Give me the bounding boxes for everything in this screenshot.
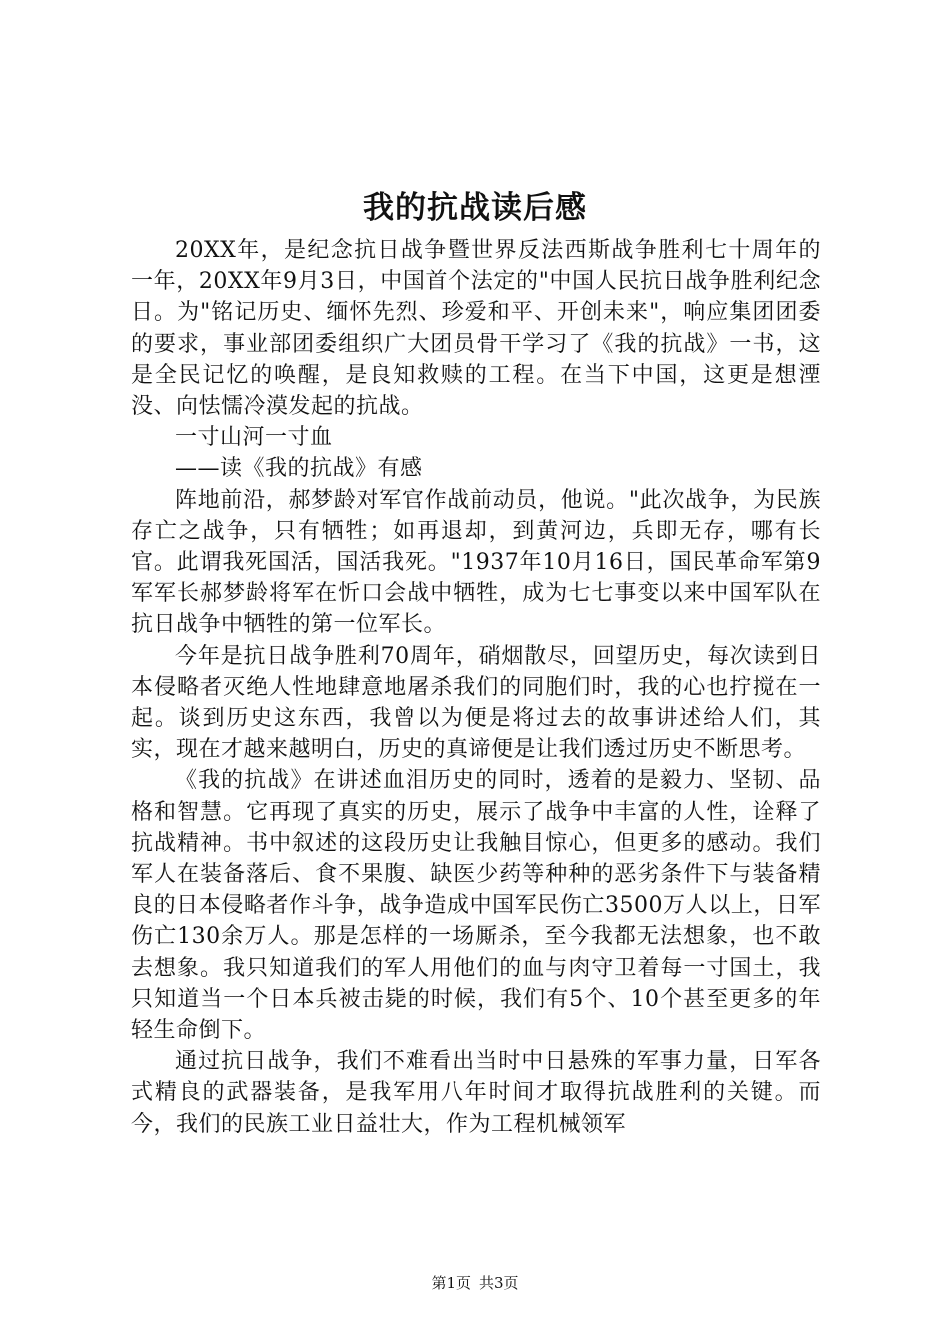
paragraph-intro: 20XX年，是纪念抗日战争暨世界反法西斯战争胜利七十周年的一年，20XX年9月3日，中国首个法定的"中国人民抗日战争胜利纪念日。为"铭记历史、缅怀先烈、珍爱和平、开创未来"，响应集团团委的要求，事业部团委组织广大团员骨干学习了《我的抗战》一书，这是全民记忆的唤醒，是良知救赎的工程。在当下中国，这更是想湮没、向怯懦冷漠发起的抗战。 [131,238,821,420]
document-body [131,235,821,1140]
page-number: 第1页 [431,1274,471,1292]
paragraph-body: 通过抗日战争，我们不难看出当时中日悬殊的军事力量，日军各式精良的武器装备，是我军用八年时间才取得抗战胜利的关键。而今，我们的民族工业日益壮大，作为工程机械领军 [131,1049,821,1137]
paragraph-body: 今年是抗日战争胜利70周年，硝烟散尽，回望历史，每次读到日本侵略者灭绝人性地肆意地屠杀我们的同胞们时，我的心也拧搅在一起。谈到历史这东西，我曾以为便是将过去的故事讲述给人们，其实，现在才越来越明白，历史的真谛便是让我们透过历史不断思考。 [131,643,821,763]
paragraph-body: 《我的抗战》在讲述血泪历史的同时，透着的是毅力、坚韧、品格和智慧。它再现了真实的历史，展示了战争中丰富的人性，诠释了抗战精神。书中叙述的这段历史让我触目惊心，但更多的感动。我们军人在装备落后、食不果腹、缺医少药等种种的恶劣条件下与装备精良的日本侵略者作斗争，战争造成中国军民伤亡3500万人以上，日军伤亡130余万人。那是怎样的一场厮杀，至今我都无法想象，也不敢去想象。我只知道我们的军人用他们的血与肉守卫着每一寸国土，我只知道当一个日本兵被击毙的时候，我们有5个、10个甚至更多的年轻生命倒下。 [131,768,821,1044]
page-total: 共3页 [479,1274,519,1292]
document-title: 我的抗战读后感 [363,190,587,226]
paragraph-heading: 一寸山河一寸血 [175,425,333,451]
page-footer [0,1273,950,1293]
paragraph-body: 阵地前沿，郝梦龄对军官作战前动员，他说。"此次战争，为民族存亡之战争，只有牺牲；如再退却，到黄河边，兵即无存，哪有长官。此谓我死国活，国活我死。"1937年10月16日，国民革命军第9军军长郝梦龄将军在忻口会战中牺牲，成为七七事变以来中国军队在抗日战争中牺牲的第一位军长。 [131,487,821,638]
paragraph-subheading: ——读《我的抗战》有感 [175,456,423,482]
